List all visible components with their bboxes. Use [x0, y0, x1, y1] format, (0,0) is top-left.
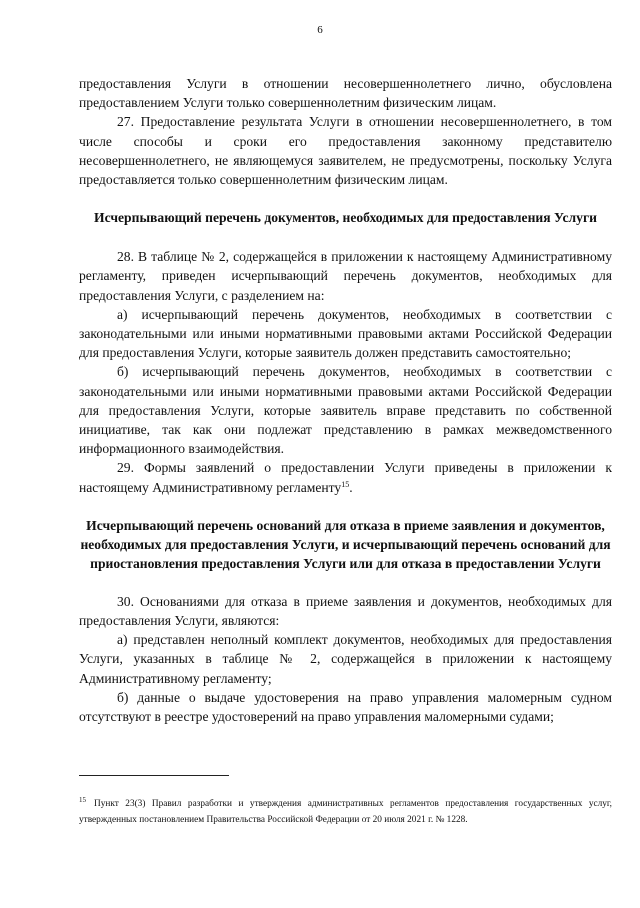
page-number: 6 [317, 24, 323, 36]
paragraph-30: 30. Основаниями для отказа в приеме заявления и документов, необходимых для предоставления Услуги, являются: [79, 593, 612, 629]
footnote-number: 15 [79, 796, 86, 804]
paragraph-28-a: а) исчерпывающий перечень документов, необходимых в соответствии с законодательными или иными нормативными правовыми актами Российской Федерации для предоставления Услуги, которые заявитель должен представить самостоятельно; [79, 306, 612, 361]
paragraph-30-b: б) данные о выдаче удостоверения на право управления маломерным судном отсутствуют в реестре удостоверений на право управления маломерными судами; [79, 689, 612, 725]
paragraph-28: 28. В таблице № 2, содержащейся в приложении к настоящему Административному регламенту, приведен исчерпывающий перечень документов, необходимых для предоставления Услуги, с разделением на: [79, 249, 612, 303]
paragraph-29 [79, 458, 612, 496]
document-body [79, 74, 612, 726]
footnote-reference: 15 [341, 479, 350, 489]
paragraph-30-a: а) представлен неполный комплект документов, необходимых для предоставления Услуги, указанных в таблице № 2, содержащейся в приложении к настоящему Административному регламенту; [79, 632, 612, 686]
footnote [79, 792, 612, 828]
section-heading-refusal-grounds: Исчерпывающий перечень оснований для отказа в приеме заявления и документов, необходимых для предоставления Услуги, и исчерпывающий перечень оснований для приостановления предоставления Услуги или для отказа в предоставлении Услуги [80, 517, 611, 571]
footnote-separator [79, 775, 229, 776]
paragraph-27: 27. Предоставление результата Услуги в отношении несовершеннолетнего, в том числе способы и сроки его предоставления законному представителю несовершеннолетнего, не являющемуся заявителем, не предусмотрены, поскольку Услуга предоставляется только совершеннолетним физическим лицам. [79, 114, 612, 188]
paragraph-28-b: б) исчерпывающий перечень документов, необходимых в соответствии с законодательными или иными нормативными правовыми актами Российской Федерации для предоставления Услуги, которые заявитель вправе представить по собственной инициативе, так как они подлежат представлению в рамках межведомственного информационного взаимодействия. [79, 364, 612, 457]
section-heading-documents: Исчерпывающий перечень документов, необходимых для предоставления Услуги [94, 210, 597, 226]
paragraph-29-text: 29. Формы заявлений о предоставлении Услуги приведены в приложении к настоящему Административному регламенту [79, 460, 612, 495]
paragraph-29-end: . [349, 479, 353, 495]
paragraph-continuation: предоставления Услуги в отношении несовершеннолетнего лично, обусловлена предоставлением Услуги только совершеннолетним физическим лицам. [79, 76, 612, 111]
footnote-text: Пункт 23(3) Правил разработки и утверждения административных регламентов предоставления государственных услуг, утвержденных постановлением Правительства Российской Федерации от 20 июля 2021 г. № 1228. [79, 799, 612, 825]
